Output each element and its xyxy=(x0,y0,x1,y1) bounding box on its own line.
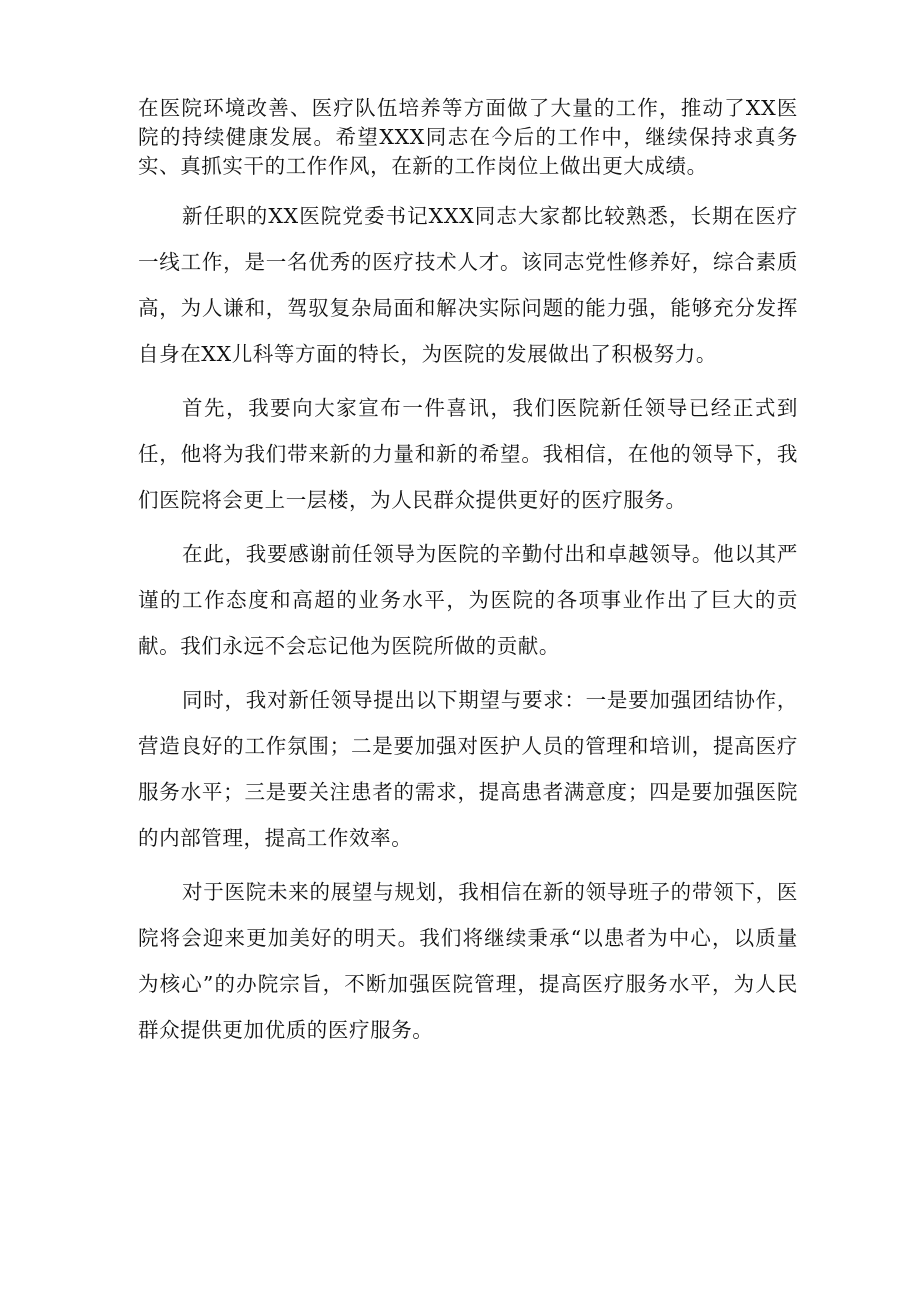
paragraph-expectations: 同时，我对新任领导提出以下期望与要求：一是要加强团结协作，营造良好的工作氛围；二是要加强对医护人员的管理和培训，提高医疗服务水平；三是要关注患者的需求，提高患者满意度；四是要加强医院的内部管理，提高工作效率。 xyxy=(138,688,798,850)
document-body xyxy=(138,94,798,1053)
paragraph-continuation: 在医院环境改善、医疗队伍培养等方面做了大量的工作，推动了XX医院的持续健康发展。希望XXX同志在今后的工作中，继续保持求真务实、真抓实干的工作作风，在新的工作岗位上做出更大成绩。 xyxy=(138,96,798,178)
paragraph-outlook: 对于医院未来的展望与规划，我相信在新的领导班子的带领下，医院将会迎来更加美好的明天。我们将继续秉承“以患者为中心，以质量为核心”的办院宗旨，不断加强医院管理，提高医疗服务水平，为人民群众提供更加优质的医疗服务。 xyxy=(138,880,798,1042)
paragraph-announcement: 首先，我要向大家宣布一件喜讯，我们医院新任领导已经正式到任，他将为我们带来新的力量和新的希望。我相信，在他的领导下，我们医院将会更上一层楼，为人民群众提供更好的医疗服务。 xyxy=(138,396,798,512)
paragraph-new-secretary: 新任职的XX医院党委书记XXX同志大家都比较熟悉，长期在医疗一线工作，是一名优秀的医疗技术人才。该同志党性修养好，综合素质高，为人谦和，驾驭复杂局面和解决实际问题的能力强，能够充分发挥自身在XX儿科等方面的特长，为医院的发展做出了积极努力。 xyxy=(138,204,798,366)
paragraph-thanks: 在此，我要感谢前任领导为医院的辛勤付出和卓越领导。他以其严谨的工作态度和高超的业务水平，为医院的各项事业作出了巨大的贡献。我们永远不会忘记他为医院所做的贡献。 xyxy=(138,542,798,658)
